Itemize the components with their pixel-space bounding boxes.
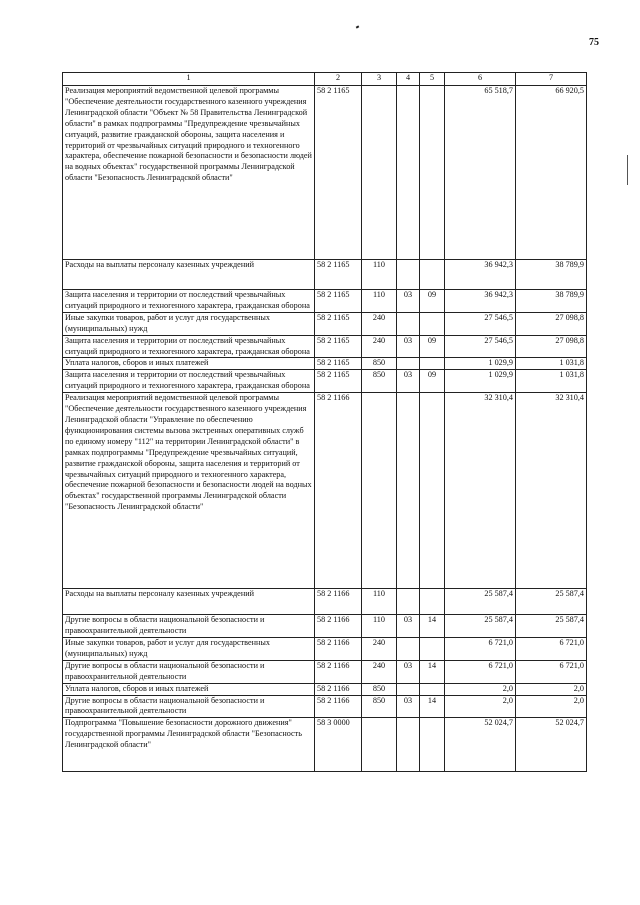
subsection: [420, 637, 445, 660]
row-description: Реализация мероприятий ведомственной целевой программы "Обеспечение деятельности государственного казенного учреждения Ленинградской области "Управление по обеспечению функционирования системы вызова экстренных оперативных служб по единому номеру "112" на территории Ленинградской области" в рамках подпрограммы "Предупреждение чрезвычайных ситуаций, развитие гражданской обороны, защита населения и территорий от чрезвычайных ситуаций природного и техногенного характера, обеспечение пожарной безопасности и безопасности людей на водных объектах" государственной программы Ленинградской области "Безопасность Ленинградской области": [63, 393, 315, 589]
amount-col7: 25 587,4: [516, 615, 587, 638]
subsection: 14: [420, 615, 445, 638]
amount-col6: 1 029,9: [445, 358, 516, 370]
subsection: 14: [420, 695, 445, 718]
row-description: Другие вопросы в области национальной безопасности и правоохранительной деятельности: [63, 615, 315, 638]
amount-col6: 25 587,4: [445, 615, 516, 638]
subsection: [420, 683, 445, 695]
target-code: 58 2 1165: [315, 290, 362, 313]
budget-table: [62, 72, 587, 772]
expense-type: [362, 393, 397, 589]
subsection: [420, 589, 445, 615]
section: 03: [397, 660, 420, 683]
amount-col6: 6 721,0: [445, 660, 516, 683]
table-row: [63, 718, 587, 772]
expense-type: 850: [362, 358, 397, 370]
table-row: [63, 683, 587, 695]
expense-type: [362, 718, 397, 772]
target-code: 58 3 0000: [315, 718, 362, 772]
section: 03: [397, 695, 420, 718]
scan-edge-line: [627, 155, 628, 185]
amount-col7: 38 789,9: [516, 260, 587, 290]
section: [397, 358, 420, 370]
amount-col7: 6 721,0: [516, 637, 587, 660]
scan-mark: [356, 25, 360, 28]
subsection: [420, 86, 445, 260]
row-description: Защита населения и территории от последствий чрезвычайных ситуаций природного и техногенного характера, гражданская оборона: [63, 335, 315, 358]
amount-col6: 52 024,7: [445, 718, 516, 772]
row-description: Защита населения и территории от последствий чрезвычайных ситуаций природного и техногенного характера, гражданская оборона: [63, 290, 315, 313]
section: [397, 683, 420, 695]
amount-col6: 27 546,5: [445, 335, 516, 358]
row-description: Другие вопросы в области национальной безопасности и правоохранительной деятельности: [63, 660, 315, 683]
row-description: Подпрограмма "Повышение безопасности дорожного движения" государственной программы Ленинградской области "Безопасность Ленинградской области": [63, 718, 315, 772]
header-cell: 5: [420, 73, 445, 86]
amount-col7: 1 031,8: [516, 370, 587, 393]
subsection: 14: [420, 660, 445, 683]
amount-col7: 32 310,4: [516, 393, 587, 589]
target-code: 58 2 1166: [315, 393, 362, 589]
amount-col7: 27 098,8: [516, 312, 587, 335]
subsection: [420, 260, 445, 290]
table-row: [63, 335, 587, 358]
amount-col6: 36 942,3: [445, 260, 516, 290]
amount-col7: 6 721,0: [516, 660, 587, 683]
subsection: [420, 393, 445, 589]
header-row: [63, 73, 587, 86]
table-row: [63, 86, 587, 260]
amount-col6: 2,0: [445, 695, 516, 718]
section: [397, 393, 420, 589]
expense-type: [362, 86, 397, 260]
expense-type: 110: [362, 260, 397, 290]
amount-col7: 2,0: [516, 695, 587, 718]
expense-type: 240: [362, 637, 397, 660]
section: 03: [397, 370, 420, 393]
header-cell: 3: [362, 73, 397, 86]
section: [397, 637, 420, 660]
header-cell: 2: [315, 73, 362, 86]
amount-col7: 66 920,5: [516, 86, 587, 260]
table-row: [63, 358, 587, 370]
table-row: [63, 589, 587, 615]
row-description: Расходы на выплаты персоналу казенных учреждений: [63, 589, 315, 615]
table-row: [63, 370, 587, 393]
row-description: Реализация мероприятий ведомственной целевой программы "Обеспечение деятельности государственного казенного учреждения Ленинградской области "Объект № 58 Правительства Ленинградской области" в рамках подпрограммы "Предупреждение чрезвычайных ситуаций, развитие гражданской обороны, защита населения и территорий от чрезвычайных ситуаций природного и техногенного характера, обеспечение пожарной безопасности и безопасности людей на водных объектах" государственной программы Ленинградской области "Безопасность Ленинградской области": [63, 86, 315, 260]
header-cell: 4: [397, 73, 420, 86]
expense-type: 240: [362, 335, 397, 358]
target-code: 58 2 1166: [315, 637, 362, 660]
target-code: 58 2 1166: [315, 695, 362, 718]
row-description: Уплата налогов, сборов и иных платежей: [63, 683, 315, 695]
section: 03: [397, 615, 420, 638]
target-code: 58 2 1165: [315, 370, 362, 393]
target-code: 58 2 1165: [315, 260, 362, 290]
target-code: 58 2 1165: [315, 312, 362, 335]
row-description: Иные закупки товаров, работ и услуг для государственных (муниципальных) нужд: [63, 637, 315, 660]
amount-col6: 36 942,3: [445, 290, 516, 313]
section: [397, 718, 420, 772]
expense-type: 240: [362, 312, 397, 335]
row-description: Защита населения и территории от последствий чрезвычайных ситуаций природного и техногенного характера, гражданская оборона: [63, 370, 315, 393]
section: [397, 86, 420, 260]
amount-col6: 25 587,4: [445, 589, 516, 615]
amount-col7: 38 789,9: [516, 290, 587, 313]
header-cell: 6: [445, 73, 516, 86]
target-code: 58 2 1166: [315, 615, 362, 638]
expense-type: 110: [362, 290, 397, 313]
subsection: 09: [420, 290, 445, 313]
subsection: 09: [420, 335, 445, 358]
table-row: [63, 637, 587, 660]
amount-col6: 2,0: [445, 683, 516, 695]
section: [397, 312, 420, 335]
target-code: 58 2 1166: [315, 660, 362, 683]
row-description: Иные закупки товаров, работ и услуг для государственных (муниципальных) нужд: [63, 312, 315, 335]
amount-col6: 27 546,5: [445, 312, 516, 335]
expense-type: 850: [362, 370, 397, 393]
target-code: 58 2 1165: [315, 335, 362, 358]
row-description: Уплата налогов, сборов и иных платежей: [63, 358, 315, 370]
amount-col7: 25 587,4: [516, 589, 587, 615]
section: [397, 589, 420, 615]
expense-type: 850: [362, 683, 397, 695]
table-row: [63, 260, 587, 290]
table-row: [63, 312, 587, 335]
section: [397, 260, 420, 290]
target-code: 58 2 1166: [315, 683, 362, 695]
expense-type: 850: [362, 695, 397, 718]
target-code: 58 2 1166: [315, 589, 362, 615]
amount-col6: 1 029,9: [445, 370, 516, 393]
header-cell: 7: [516, 73, 587, 86]
amount-col6: 65 518,7: [445, 86, 516, 260]
amount-col7: 52 024,7: [516, 718, 587, 772]
section: 03: [397, 290, 420, 313]
table-row: [63, 615, 587, 638]
amount-col7: 1 031,8: [516, 358, 587, 370]
amount-col7: 2,0: [516, 683, 587, 695]
page-number: 75: [589, 37, 599, 48]
expense-type: 110: [362, 615, 397, 638]
row-description: Другие вопросы в области национальной безопасности и правоохранительной деятельности: [63, 695, 315, 718]
table-row: [63, 660, 587, 683]
amount-col6: 6 721,0: [445, 637, 516, 660]
expense-type: 110: [362, 589, 397, 615]
target-code: 58 2 1165: [315, 86, 362, 260]
subsection: [420, 718, 445, 772]
target-code: 58 2 1165: [315, 358, 362, 370]
subsection: [420, 312, 445, 335]
row-description: Расходы на выплаты персоналу казенных учреждений: [63, 260, 315, 290]
amount-col7: 27 098,8: [516, 335, 587, 358]
subsection: 09: [420, 370, 445, 393]
header-cell: 1: [63, 73, 315, 86]
section: 03: [397, 335, 420, 358]
table-row: [63, 695, 587, 718]
amount-col6: 32 310,4: [445, 393, 516, 589]
table-row: [63, 393, 587, 589]
table-row: [63, 290, 587, 313]
expense-type: 240: [362, 660, 397, 683]
subsection: [420, 358, 445, 370]
